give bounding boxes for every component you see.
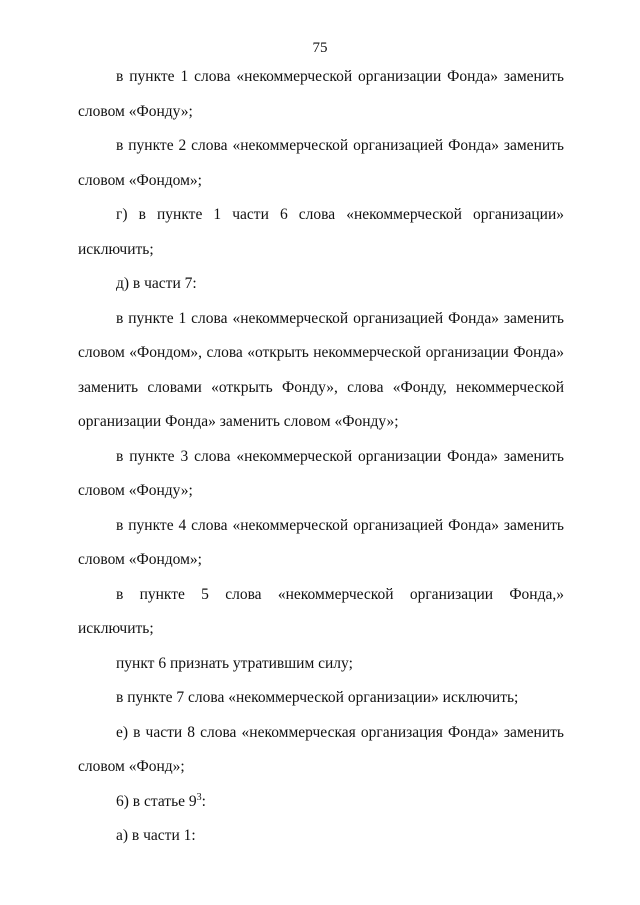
paragraph-3: г) в пункте 1 части 6 слова «некоммерческой организации» исключить;	[78, 206, 564, 258]
final-paragraph: а) в части 1:	[116, 827, 196, 844]
paragraph-9: пункт 6 признать утратившим силу;	[116, 654, 353, 672]
paragraph-4: д) в части 7:	[116, 275, 197, 292]
paragraph-8: в пункте 5 слова «некоммерческой организации Фонда,» исключить;	[78, 585, 564, 637]
document-body	[78, 60, 564, 854]
paragraph-2: в пункте 2 слова «некоммерческой организацией Фонда» заменить словом «Фондом»;	[78, 137, 564, 189]
article-line	[78, 785, 564, 820]
paragraph-1: в пункте 1 слова «некоммерческой организации Фонда» заменить словом «Фонду»;	[78, 68, 564, 120]
paragraph-10: в пункте 7 слова «некоммерческой организации» исключить;	[116, 689, 519, 706]
paragraph-11: е) в части 8 слова «некоммерческая организация Фонда» заменить словом «Фонд»;	[78, 723, 564, 775]
paragraph-6: в пункте 3 слова «некоммерческой организации Фонда» заменить словом «Фонду»;	[78, 447, 564, 499]
article-superscript: 3	[196, 791, 202, 803]
article-line-text: 6) в статье 9	[116, 792, 197, 810]
page-number: 75	[312, 40, 328, 56]
article-line-suffix: :	[201, 792, 206, 810]
paragraph-5: в пункте 1 слова «некоммерческой организацией Фонда» заменить словом «Фондом», слова «открыть некоммерческой организации Фонда» заменить словами «открыть Фонду», слова «Фонду, некоммерческой организации Фонда» заменить словом «Фонду»;	[78, 309, 564, 430]
paragraph-7: в пункте 4 слова «некоммерческой организацией Фонда» заменить словом «Фондом»;	[78, 516, 564, 568]
